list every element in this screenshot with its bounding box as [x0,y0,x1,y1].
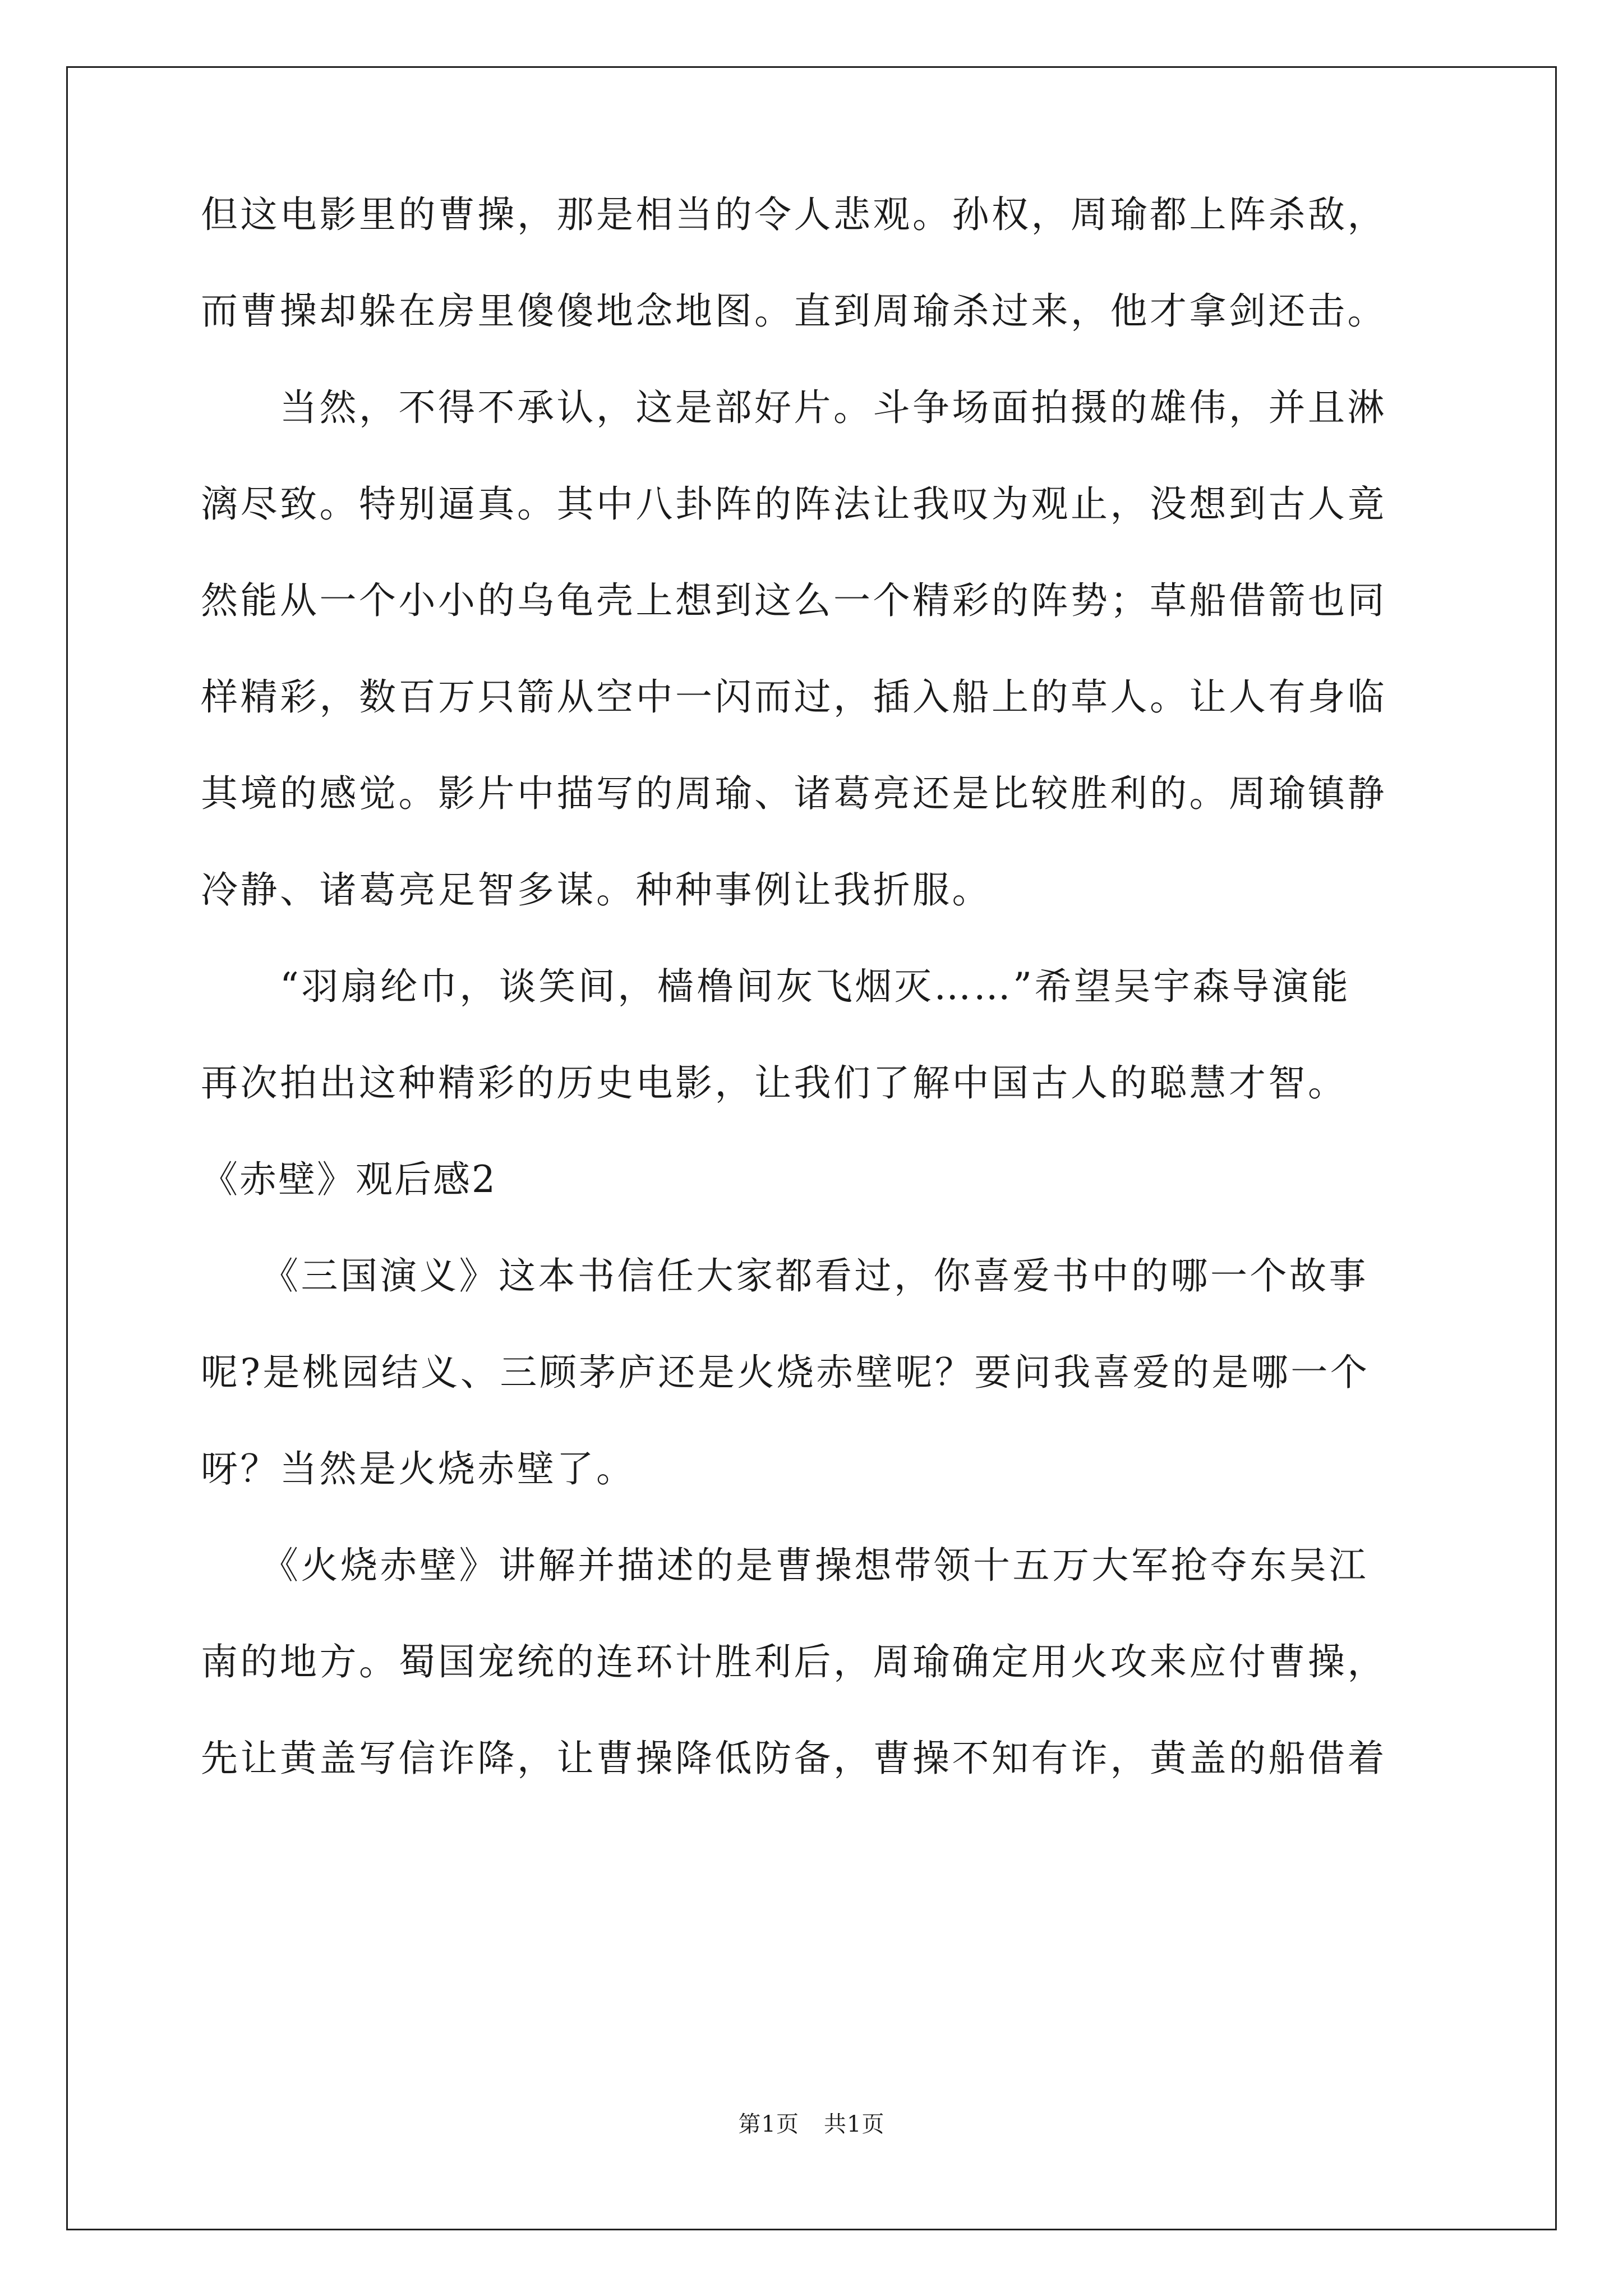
text-line: 《火烧赤壁》讲解并描述的是曹操想带领十五万大军抢夺东吴江 [201,1544,1368,1587]
text-line: 呀？当然是火烧赤壁了。 [201,1447,636,1490]
text-line: 当然，不得不承认，这是部好片。斗争场面拍摄的雄伟，并且淋 [201,386,1387,429]
text-line: 其境的感觉。影片中描写的周瑜、诸葛亮还是比较胜利的。周瑜镇静 [201,772,1387,815]
text-line: 漓尽致。特别逼真。其中八卦阵的阵法让我叹为观止，没想到古人竟 [201,482,1387,526]
text-line: 但这电影里的曹操，那是相当的令人悲观。孙权，周瑜都上阵杀敌， [201,193,1387,236]
text-line: 样精彩，数百万只箭从空中一闪而过，插入船上的草人。让人有身临 [201,675,1387,719]
page-footer [0,2110,1623,2138]
text-line: 先让黄盖写信诈降，让曹操降低防备，曹操不知有诈，黄盖的船借着 [201,1737,1387,1780]
text-line: 冷静、诸葛亮足智多谋。种种事例让我折服。 [201,868,992,912]
page-number: 第1页 [738,2111,799,2137]
text-line: 呢?是桃园结义、三顾茅庐还是火烧赤壁呢？要问我喜爱的是哪一个 [201,1351,1370,1394]
text-line: 《三国演义》这本书信任大家都看过，你喜爱书中的哪一个故事 [201,1254,1368,1297]
text-line: 而曹操却躲在房里傻傻地念地图。直到周瑜杀过来，他才拿剑还击。 [201,289,1387,333]
text-line: 再次拍出这种精彩的历史电影，让我们了解中国古人的聪慧才智。 [201,1061,1348,1105]
text-line: 然能从一个小小的乌龟壳上想到这么一个精彩的阵势；草船借箭也同 [201,579,1387,622]
section-heading: 《赤壁》观后感2 [201,1158,497,1201]
text-line: “羽扇纶巾，谈笑间，樯橹间灰飞烟灭……”希望吴宇森导演能 [201,965,1351,1008]
text-line: 南的地方。蜀国宠统的连环计胜利后，周瑜确定用火攻来应付曹操， [201,1640,1387,1683]
page-total: 共1页 [824,2111,885,2137]
document-body [201,191,1435,1831]
